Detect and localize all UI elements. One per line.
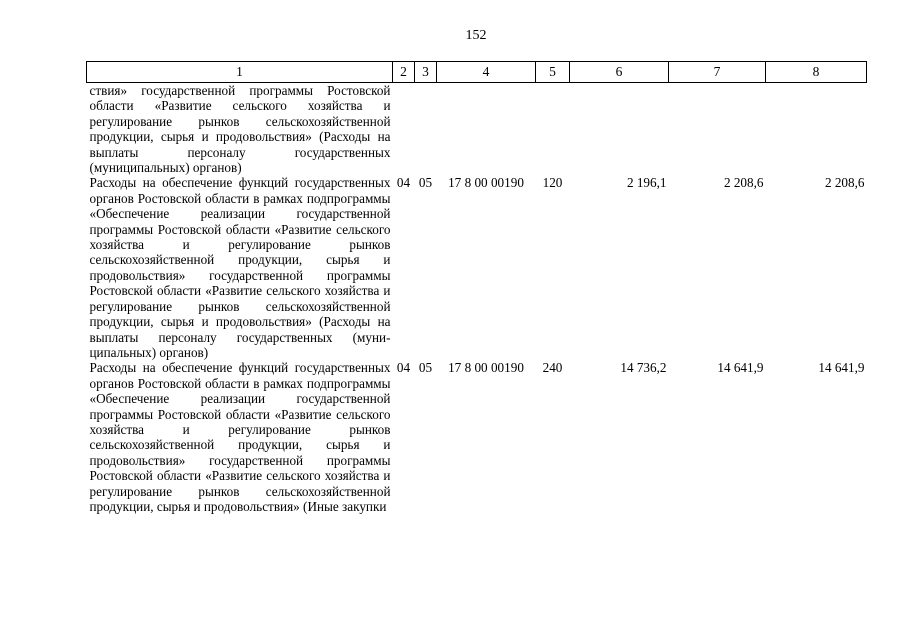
row-amount-col8: 14 641,9	[818, 360, 865, 376]
row-section-code: 04	[396, 360, 411, 376]
column-header-5: 5	[536, 62, 570, 83]
column-header-6: 6	[570, 62, 669, 83]
row-subsection-code	[415, 83, 437, 176]
column-header-3: 3	[415, 62, 437, 83]
row-amount-col7: 14 641,9	[717, 360, 764, 376]
row-amount-col6: 2 196,1	[626, 175, 667, 191]
row-expense-type-code: 240	[542, 360, 563, 376]
column-header-2: 2	[393, 62, 415, 83]
column-header-1: 1	[87, 62, 393, 83]
row-amount-col6	[570, 83, 669, 176]
row-subsection-code: 05	[418, 175, 433, 191]
row-subsection-code: 05	[418, 360, 433, 376]
row-amount-col8: 2 208,6	[824, 175, 865, 191]
column-header-7: 7	[669, 62, 766, 83]
row-amount-col8	[766, 83, 867, 176]
row-target-code: 17 8 00 00190	[448, 175, 524, 191]
row-amount-col7: 2 208,6	[723, 175, 764, 191]
row-amount-col6: 14 736,2	[620, 360, 667, 376]
header-row	[87, 62, 867, 83]
table-body	[87, 83, 867, 515]
table-header	[87, 62, 867, 83]
row-description: Расходы на обеспечение функций государственных органов Ростовской области в рамках подпрограммы «Обеспечение реализации государственной программы Ростовской области «Развитие сельского хозяйства и регулирование рынков сельскохозяйственной продукции, сырья и продовольствия» государственной программы Ростовской области «Развитие сельского хозяйства и регулирование рынков сельскохозяйственной продукции, сырья и продовольствия» (Расходы на выплаты персоналу государственных (муниципальных) органов)	[89, 175, 391, 360]
table-row	[87, 175, 867, 360]
row-section-code: 04	[396, 175, 411, 191]
row-target-code	[437, 83, 536, 176]
row-description: ствия» государственной программы Ростовской области «Развитие сельского хозяйства и регулирование рынков сельскохозяйственной продукции, сырья и продовольствия» (Расходы на выплаты персоналу государственных (муниципальных) органов)	[89, 83, 391, 176]
row-expense-type-code	[536, 83, 570, 176]
column-header-8: 8	[766, 62, 867, 83]
row-description: Расходы на обеспечение функций государственных органов Ростовской области в рамках подпрограммы «Обеспечение реализации государственной программы Ростовской области «Развитие сельского хозяйства и регулирование рынков сельскохозяйственной продукции, сырья и продовольствия» государственной программы Ростовской области «Развитие сельского хозяйства и регулирование рынков сельскохозяйственной продукции, сырья и продовольствия» (Иные закупки	[89, 360, 391, 514]
table-row	[87, 360, 867, 514]
row-amount-col7	[669, 83, 766, 176]
table-row	[87, 83, 867, 176]
column-header-4: 4	[437, 62, 536, 83]
budget-table	[86, 61, 867, 514]
page-number: 152	[465, 28, 487, 43]
row-section-code	[393, 83, 415, 176]
row-expense-type-code: 120	[542, 175, 563, 191]
row-target-code: 17 8 00 00190	[448, 360, 524, 376]
